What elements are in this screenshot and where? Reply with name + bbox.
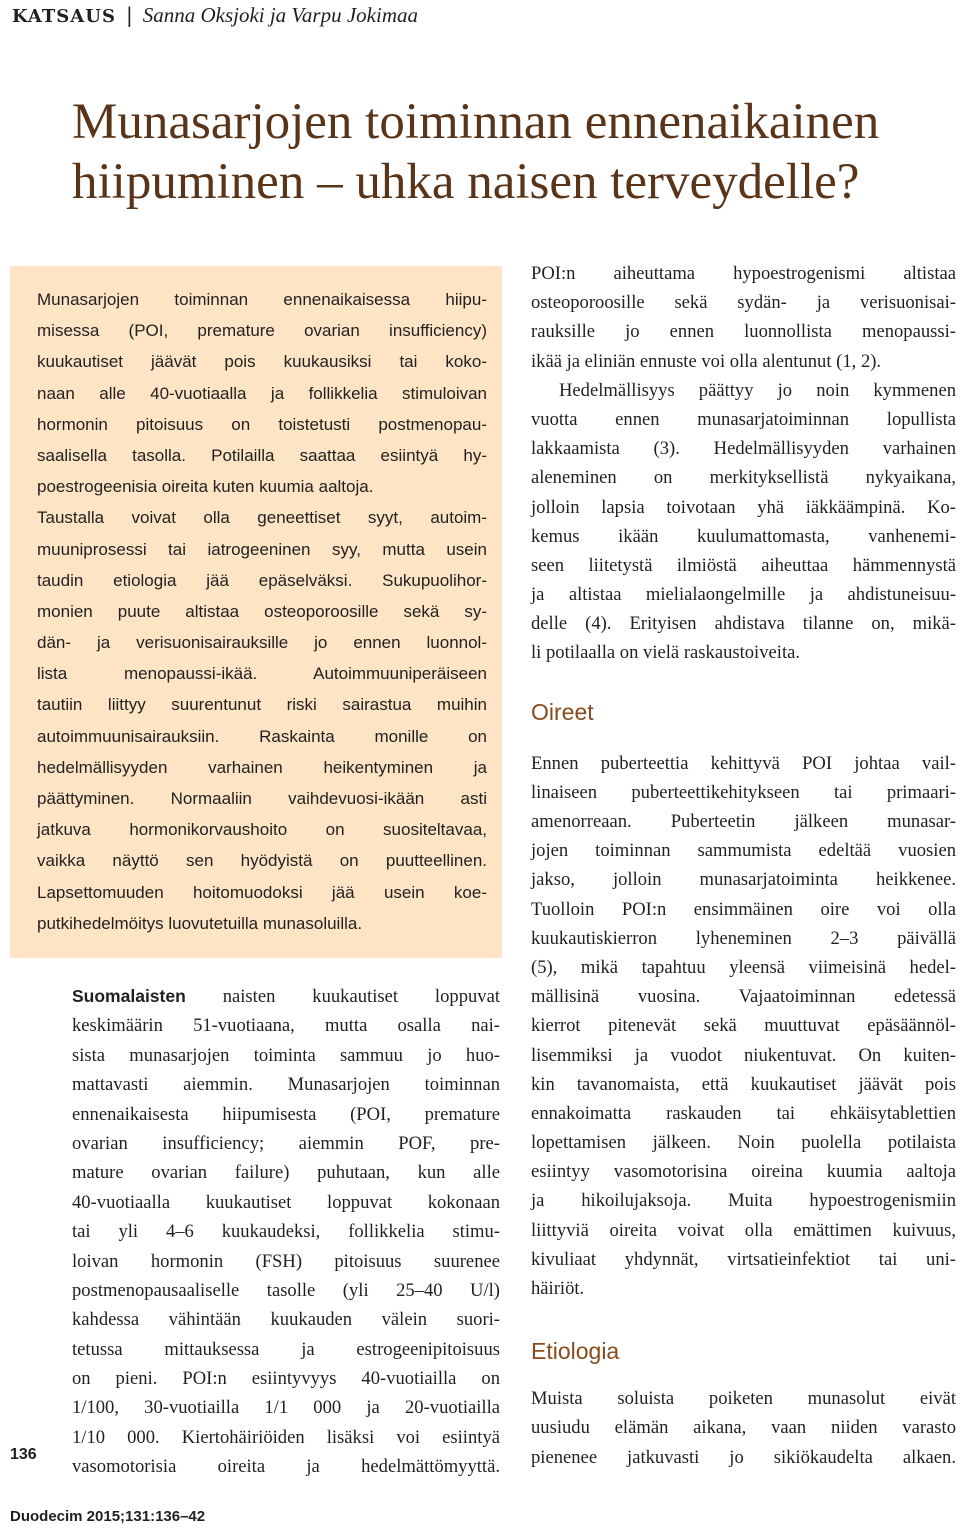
body-line: POI:n aiheuttama hypoestrogenismi altistaa xyxy=(531,263,956,284)
body-line: kin tavanomaista, että kuukautiset jäävät pois xyxy=(531,1073,956,1095)
abstract-line: lista menopaussi-ikää. Autoimmuuniperäiseen xyxy=(37,664,487,684)
article-title xyxy=(72,92,952,212)
body-line: keskimäärin 51-vuotiaana, mutta osalla nai- xyxy=(72,1015,500,1037)
body-line: jakso, jolloin munasarjatoiminta heikkenee. xyxy=(531,869,956,891)
body-line: esiintyy vasomotorisina oireina kuumia aaltoja xyxy=(531,1161,956,1183)
body-line: 40-vuotiaalla kuukautiset loppuvat kokonaan xyxy=(72,1191,500,1213)
body-line: jolloin lapsia toivotaan yhä iäkkäämpinä. Ko- xyxy=(531,496,956,518)
body-line: 1/10 000. Kiertohäiriöiden lisäksi voi esiintyä xyxy=(72,1426,500,1448)
body-line: mature ovarian failure) puhutaan, kun alle xyxy=(72,1162,500,1184)
body-line: osteoporoosille sekä sydän- ja verisuonisai- xyxy=(531,292,956,314)
header-separator: | xyxy=(125,3,133,27)
body-line: uusiudu elämän aikana, vaan niiden varasto xyxy=(531,1417,956,1439)
abstract-line: saalisella tasolla. Potilailla saattaa esiintyä hy- xyxy=(37,445,487,465)
body-line: kivuliaat yhdynnät, virtsatieinfektiot tai uni- xyxy=(531,1248,956,1270)
body-line: liittyviä oireita voivat olla emättimen kuivuus, xyxy=(531,1219,956,1241)
abstract-line: tautiin liittyy suurentunut riski sairastua muihin xyxy=(37,695,487,715)
body-line: loivan hormonin (FSH) pitoisuus suurenee xyxy=(72,1250,500,1272)
body-line: seen liitetystä ilmiöstä aiheuttaa hämmennystä xyxy=(531,554,956,576)
body-line: häiriöt. xyxy=(531,1278,585,1299)
body-line: vuotta ennen munasarjatoiminnan lopullista xyxy=(531,408,956,430)
body-line: vasomotorisia oireita ja hedelmättömyyttä. xyxy=(72,1456,500,1478)
body-line: tetussa mittauksessa ja estrogeenipitoisuus xyxy=(72,1338,500,1360)
body-line: mällisinä vuosina. Vajaatoiminnan edetessä xyxy=(531,986,956,1008)
body-line: tai yli 4–6 kuukaudeksi, follikkelia stimu- xyxy=(72,1221,500,1243)
abstract-line: putkihedelmöitys luovutetuilla munasoluilla. xyxy=(37,913,363,933)
journal-citation: Duodecim 2015;131:136–42 xyxy=(10,1508,206,1525)
abstract-line: monien puute altistaa osteoporoosille sekä sy- xyxy=(37,601,487,621)
body-line: linaiseen puberteettikehitykseen tai primaari- xyxy=(531,781,956,803)
spacer xyxy=(531,1366,956,1384)
body-line: kemus ikään kuulumattomasta, vanhenemi- xyxy=(531,525,956,547)
body-line: on pieni. POI:n esiintyvyys 40-vuotiailla on xyxy=(72,1368,500,1390)
title-line-2: hiipuminen – uhka naisen terveydelle? xyxy=(72,154,860,210)
running-header xyxy=(12,2,418,28)
body-line: 1/100, 30-vuotiailla 1/1 000 ja 20-vuotiailla xyxy=(72,1397,500,1419)
abstract-line: jatkuva hormonikorvaushoito on suositeltavaa, xyxy=(37,820,487,840)
abstract-line: päättyminen. Normaaliin vaihdevuosi-ikään asti xyxy=(37,789,487,808)
body-line: amenorreaan. Puberteetin jälkeen munasar- xyxy=(531,811,956,832)
abstract-line: poestrogeenisia oireita kuten kuumia aaltoja. xyxy=(37,477,374,497)
body-line: li potilaalla on vielä raskaustoiveita. xyxy=(531,642,801,664)
abstract-line: Munasarjojen toiminnan ennenaikaisessa hiipu- xyxy=(37,290,487,309)
body-line: Hedelmällisyys päättyy jo noin kymmenen xyxy=(559,379,956,401)
body-line: mattavasti aiemmin. Munasarjojen toiminnan xyxy=(72,1074,500,1096)
body-line: Tuolloin POI:n ensimmäinen oire voi olla xyxy=(531,898,956,920)
body-line: kierrot pitenevät sekä muuttuvat epäsäännöl- xyxy=(531,1015,956,1037)
body-line: lisemmiksi ja vuodot niukentuvat. On kuiten- xyxy=(531,1044,956,1066)
body-line: delle (4). Erityisen ahdistava tilanne on, mikä- xyxy=(531,613,956,635)
body-line: ovarian insufficiency; aiemmin POF, pre- xyxy=(72,1132,500,1154)
section-label: KATSAUS xyxy=(12,6,116,27)
body-line xyxy=(72,982,500,1011)
abstract-text xyxy=(37,284,487,939)
body-line: ja altistaa mielialaongelmille ja ahdistuneisuu- xyxy=(531,584,956,606)
abstract-box xyxy=(10,266,502,958)
abstract-line: taudin etiologia jää epäselväksi. Sukupuolihor- xyxy=(37,570,487,590)
body-line: Ennen puberteettia kehittyvä POI johtaa vail- xyxy=(531,752,956,774)
abstract-line: Taustalla voivat olla geneettiset syyt, autoim- xyxy=(37,508,487,528)
body-line: (5), mikä tapahtuu yleensä viimeisinä hedel- xyxy=(531,956,956,978)
body-line: ennenaikaisesta hiipumisesta (POI, premature xyxy=(72,1103,500,1125)
body-line: pienenee jatkuvasti jo sikiökaudelta alkaen. xyxy=(531,1446,956,1468)
abstract-line: hormonin pitoisuus on toistetusti postmenopau- xyxy=(37,414,487,434)
heading-oireet: Oireet xyxy=(531,698,594,725)
abstract-line: Lapsettomuuden hoitomuodoksi jää usein koe- xyxy=(37,882,487,902)
spacer xyxy=(531,727,956,749)
abstract-line: naan alle 40-vuotiaalla ja follikkelia stimuloivan xyxy=(37,383,487,403)
body-line: ikää ja eliniän ennuste voi olla alentunut (1, 2). xyxy=(531,350,882,372)
body-line: ja hikoilujaksoja. Muita hypoestrogenismiin xyxy=(531,1190,956,1212)
abstract-line: hedelmällisyyden varhainen heikentyminen ja xyxy=(37,757,487,777)
body-line: aleneminen on merkityksellistä nykyaikana, xyxy=(531,467,956,489)
body-line: jojen toiminnan sammumista edeltää vuosien xyxy=(531,840,956,862)
lead-word: Suomalaisten xyxy=(72,986,186,1006)
page-number: 136 xyxy=(10,1446,37,1463)
body-line: Muista soluista poiketen munasolut eivät xyxy=(531,1388,956,1410)
body-line: rauksille jo ennen luonnollista menopaussi- xyxy=(531,321,956,343)
body-column-left xyxy=(72,982,500,1482)
abstract-line: misessa (POI, premature ovarian insufficiency) xyxy=(37,321,487,341)
body-line: postmenopausaaliselle tasolle (yli 25–40 U/l) xyxy=(72,1279,500,1301)
body-line: lopettamisen jälkeen. Noin puolella potilaista xyxy=(531,1132,956,1154)
body-line: kuukautiskierron lyheneminen 2–3 päivällä xyxy=(531,927,956,949)
body-line: lakkaamista (3). Hedelmällisyyden varhainen xyxy=(531,438,956,460)
spacer xyxy=(531,668,956,697)
abstract-line: autoimmuunisairauksiin. Raskainta monille on xyxy=(37,726,487,746)
body-line: sista munasarjojen toiminta sammuu jo huo- xyxy=(72,1044,500,1066)
authors: Sanna Oksjoki ja Varpu Jokimaa xyxy=(142,3,418,27)
abstract-line: kuukautiset jäävät pois kuukausiksi tai koko- xyxy=(37,352,487,372)
abstract-line: dän- ja verisuonisairauksille jo ennen luonnol- xyxy=(37,633,487,653)
title-line-1: Munasarjojen toiminnan ennenaikainen xyxy=(72,94,880,150)
heading-etiologia: Etiologia xyxy=(531,1338,620,1365)
body-line: kahdessa vähintään kuukauden välein suori- xyxy=(72,1309,500,1331)
body-column-right xyxy=(531,259,956,1472)
lead-line-text: naisten kuukautiset loppuvat xyxy=(185,986,500,1007)
abstract-line: vaikka näyttö sen hyödyistä on puutteellinen. xyxy=(37,851,487,871)
abstract-line: muuniprosessi tai iatrogeeninen syy, mutta usein xyxy=(37,539,487,559)
body-line: ennakoimatta raskauden tai ehkäisytablettien xyxy=(531,1102,956,1124)
spacer xyxy=(531,1303,956,1336)
